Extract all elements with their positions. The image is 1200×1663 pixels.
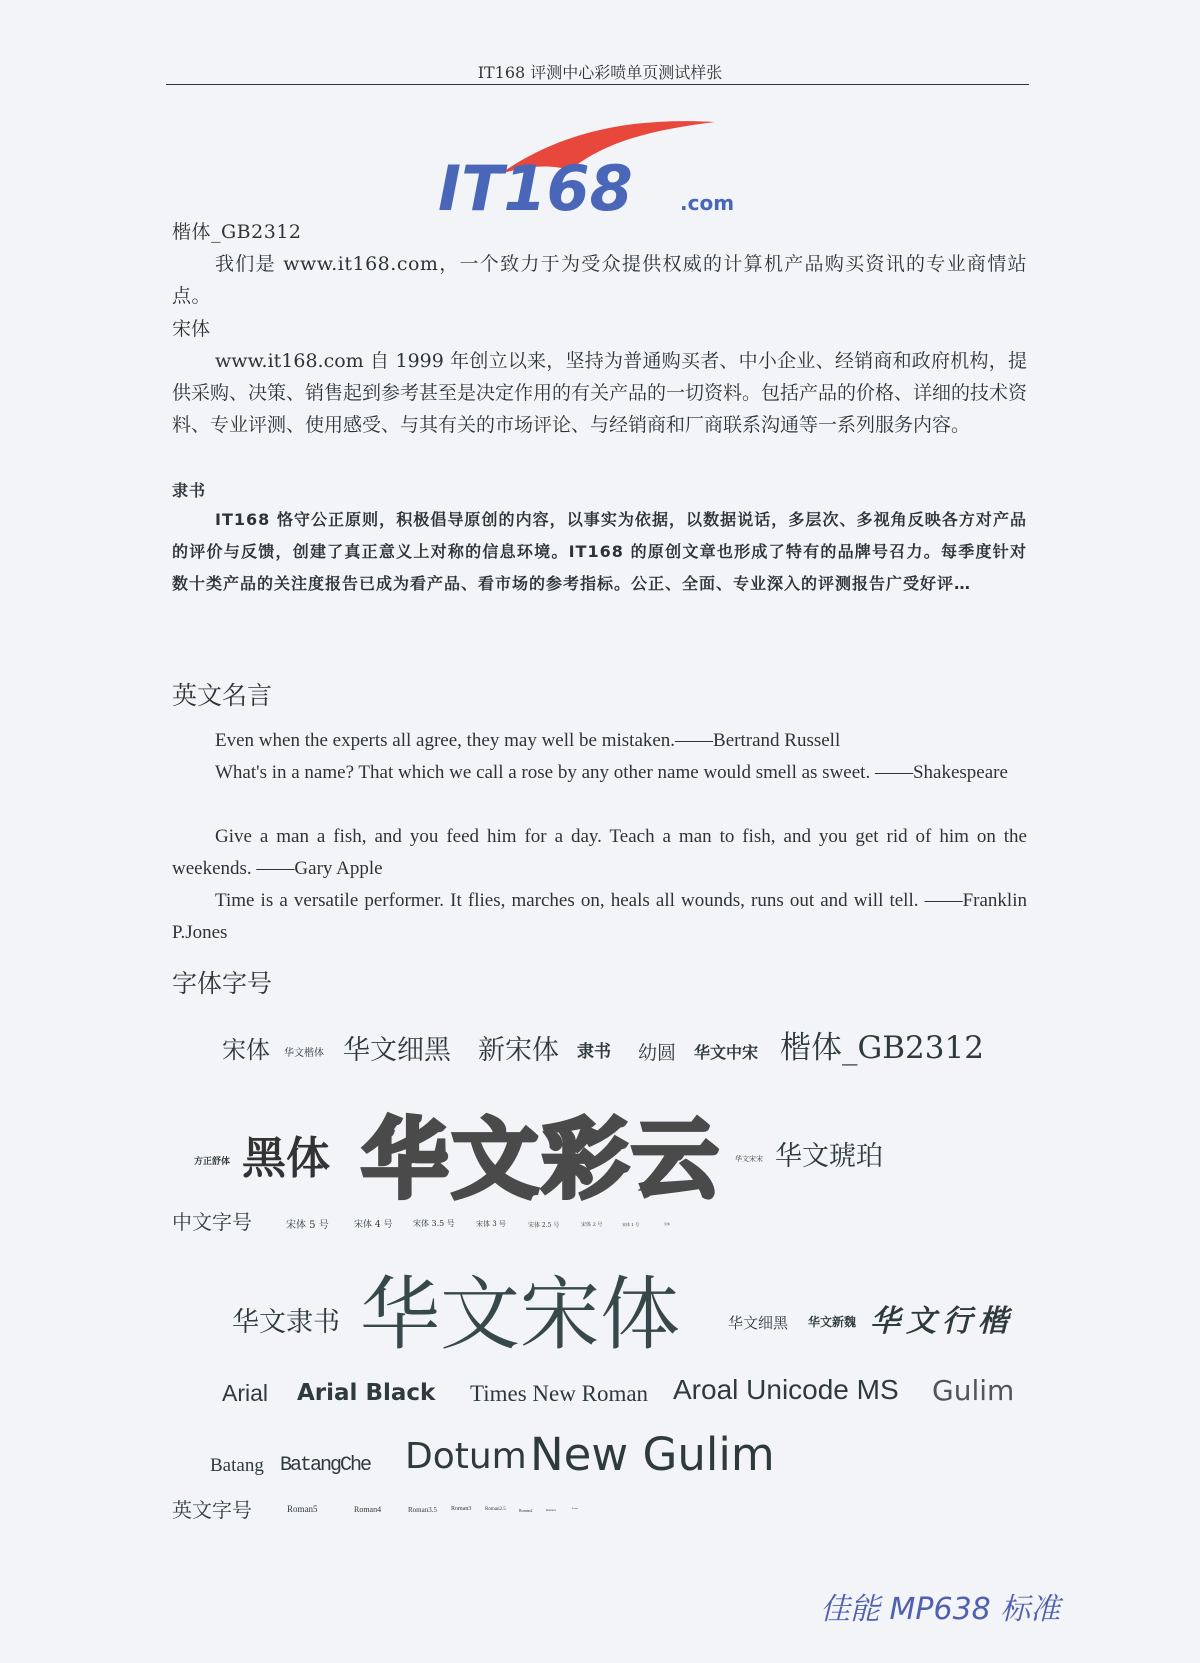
font-sample: Times New Roman [470,1381,649,1406]
it168-logo [430,112,770,222]
font-sample: 华文宋体 [360,1268,680,1361]
cn-size-label: 中文字号 [172,1210,252,1234]
font-sample: Arial [222,1380,269,1406]
font-sample: 新宋体 [478,1035,559,1066]
en-size-sample: Roman2.5 [485,1507,506,1512]
font-sample: 华文宋宋 [735,1155,763,1163]
font-sample: Aroal Unicode MS [673,1374,899,1405]
font-sample: 幼圆 [638,1042,677,1064]
font-sample: Dotum [405,1436,527,1477]
font-sample: 华文细黑 [343,1035,451,1066]
font-sample: BatangChe [280,1454,371,1477]
logo-wordmark: IT168 [438,152,633,222]
songti-label: 宋体 [172,318,211,340]
font-sample: 华文楷体 [284,1048,324,1059]
cn-size-sample: 宋体 4 号 [354,1220,393,1230]
logo-suffix: .com [680,191,735,215]
handwritten-signature: 佳能 MP638 标准 [820,1592,1061,1627]
font-sample: 华文行楷 [870,1304,1014,1339]
font-sample: Arial Black [297,1380,436,1406]
quote-3: Give a man a fish, and you feed him for a day. Teach a man to fish, and you get rid of him on the weekends. ——Gary Apple [172,826,1027,879]
page-header: IT168 评测中心彩喷单页测试样张 [477,63,723,82]
font-sample: 黑体 [242,1133,330,1184]
font-sample: 宋体 [222,1036,270,1064]
cn-size-sample: 宋体 [664,1222,671,1226]
fonts-heading: 字体字号 [172,969,273,998]
lishu-paragraph: IT168 恪守公正原则，积极倡导原创的内容，以事实为依据，以数据说话，多层次、多视角反映各方对产品的评价与反馈，创建了真正意义上对称的信息环境。IT168 的原创文章也形成了特有的品牌号召力。每季度针对数十类产品的关注度报告已成为看产品、看市场的参考指标。公正、全面、专业深入的评测报告广受好评… [172,510,1027,593]
font-sample: 华文彩云 [362,1110,722,1210]
songti-paragraph: www.it168.com 自 1999 年创立以来，坚持为普通购买者、中小企业、经销商和政府机构，提供采购、决策、销售起到参考甚至是决定作用的有关产品的一切资料。包括产品的价格、详细的技术资料、专业评测、使用感受、与其有关的市场评论、与经销商和厂商联系沟通等一系列服务内容。 [172,350,1028,436]
en-size-sample: Roman1 [546,1508,557,1512]
font-sample: 华文隶书 [232,1307,340,1338]
cn-size-sample: 宋体 2.5 号 [528,1222,560,1229]
en-size-sample: Roman3.5 [408,1506,437,1514]
quote-1: Even when the experts all agree, they may well be mistaken.——Bertrand Russell [215,730,841,751]
en-size-sample: Roman [572,1508,578,1510]
quote-2: What's in a name? That which we call a rose by any other name would smell as sweet. ——Shakespeare [215,762,1008,783]
font-sample: New Gulim [530,1428,775,1481]
font-sample: 楷体_GB2312 [780,1030,984,1066]
font-sample: 方正舒体 [194,1157,231,1167]
en-size-sample: Roman5 [287,1504,318,1514]
quote-4: Time is a versatile performer. It flies, marches on, heals all wounds, runs out and will tell. ——Franklin P.Jones [172,890,1027,943]
kaiti-paragraph: 我们是 www.it168.com，一个致力于为受众提供权威的计算机产品购买资讯的专业商情站点。 [172,253,1027,307]
font-sample: 华文细黑 [728,1314,789,1332]
header-rule [166,84,1029,85]
cn-size-sample: 宋体 3.5 号 [413,1219,455,1228]
en-size-label: 英文字号 [172,1498,252,1522]
quotes-heading: 英文名言 [172,681,273,710]
cn-size-sample: 宋体 5 号 [286,1220,329,1231]
font-sample: Batang [210,1455,264,1476]
en-size-sample: Roman2 [519,1508,533,1513]
font-sample: Gulim [932,1374,1015,1407]
lishu-label: 隶书 [172,481,207,500]
font-sample: 华文中宋 [694,1043,759,1062]
cn-size-sample: 宋体 3 号 [476,1220,506,1228]
kaiti-label: 楷体_GB2312 [172,221,302,243]
font-sample: 华文新魏 [808,1315,857,1329]
font-sample: 隶书 [577,1042,611,1062]
cn-size-sample: 宋体 2 号 [581,1222,603,1228]
en-size-sample: Roman3 [451,1506,472,1512]
en-size-sample: Roman4 [354,1505,382,1514]
font-sample: 华文琥珀 [775,1141,883,1172]
cn-size-sample: 宋体 1 号 [622,1222,640,1227]
